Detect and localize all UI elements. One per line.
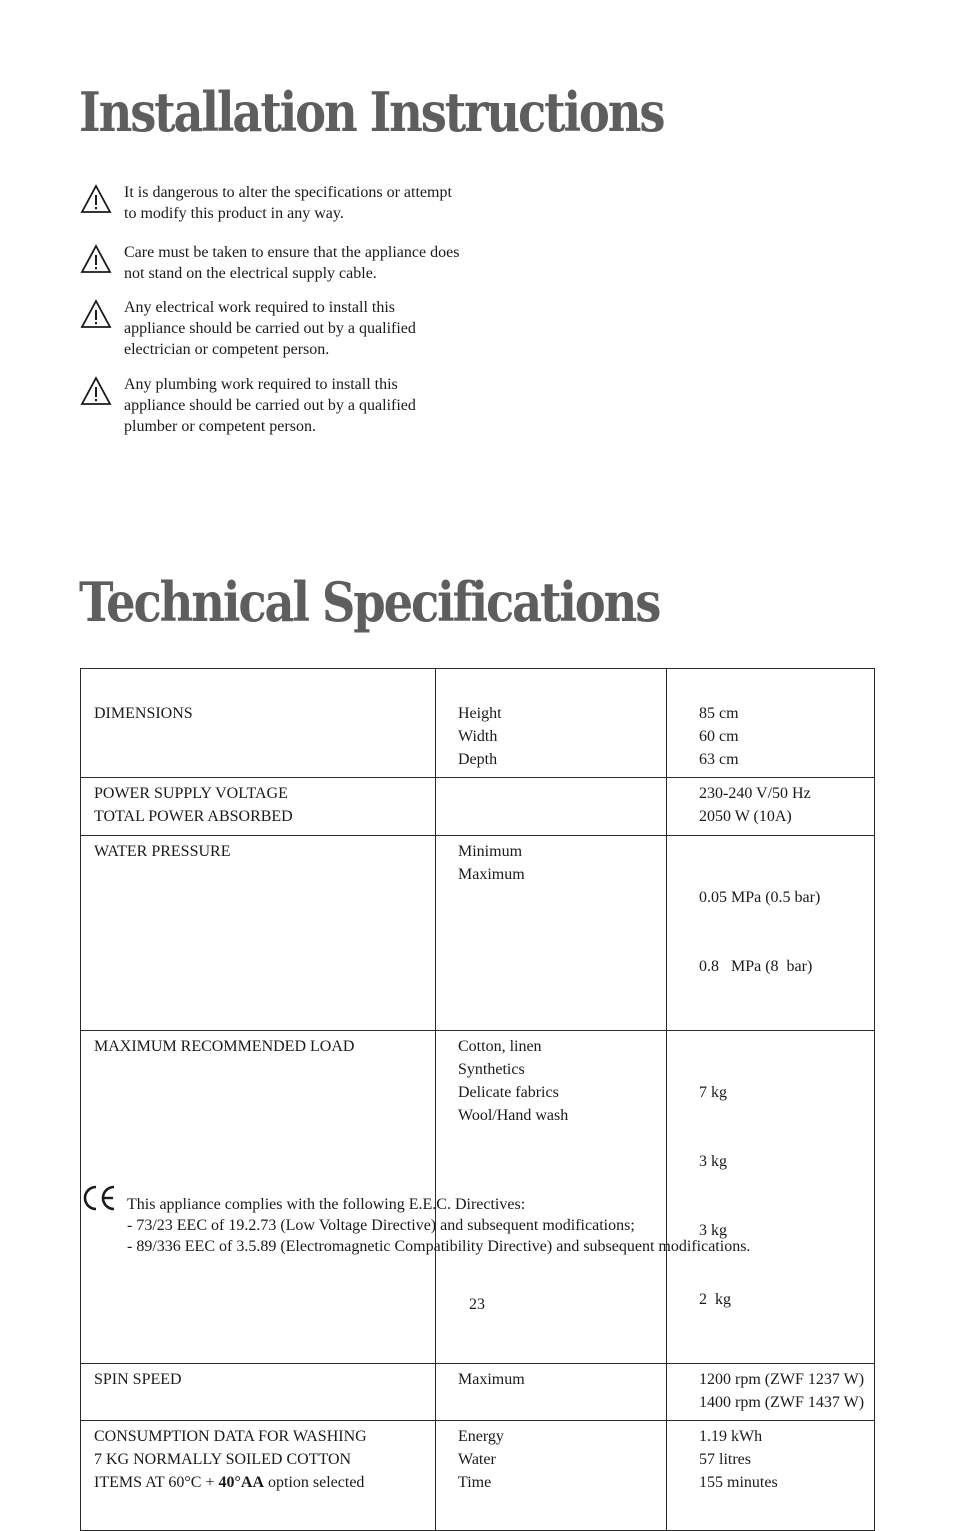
spec-value: 155 minutes bbox=[699, 1474, 778, 1491]
spec-param: Minimum bbox=[458, 843, 523, 860]
warning-triangle-icon bbox=[80, 376, 112, 406]
spec-param: Height bbox=[458, 705, 502, 722]
table-row bbox=[81, 669, 875, 778]
ce-mark-icon bbox=[81, 1183, 117, 1213]
spec-param: Width bbox=[458, 728, 498, 745]
warning-item bbox=[80, 297, 460, 360]
spec-label: SPIN SPEED bbox=[94, 1371, 182, 1388]
warning-triangle-icon bbox=[80, 184, 112, 214]
warning-text: It is dangerous to alter the specifications or attempt to modify this product in any way. bbox=[124, 184, 452, 222]
spec-label: WATER PRESSURE bbox=[94, 843, 231, 860]
table-row bbox=[81, 836, 875, 1031]
spec-param-cell bbox=[436, 669, 667, 778]
spec-label-cell bbox=[81, 1421, 436, 1531]
spec-label-prefix: ITEMS AT 60°C + bbox=[94, 1474, 219, 1491]
warning-text: Any plumbing work required to install this appliance should be carried out by a qualified plumber or competent person. bbox=[124, 376, 416, 435]
spec-value-cell bbox=[667, 1421, 875, 1531]
spec-label: MAXIMUM RECOMMENDED LOAD bbox=[94, 1038, 355, 1055]
spec-label-cell bbox=[81, 778, 436, 836]
spec-param: Energy bbox=[458, 1428, 504, 1445]
spec-value: 230-240 V/50 Hz bbox=[699, 785, 811, 802]
spec-label-cell bbox=[81, 1364, 436, 1421]
spec-param-cell bbox=[436, 836, 667, 1031]
warning-text: Any electrical work required to install this appliance should be carried out by a qualified electrician or competent person. bbox=[124, 299, 416, 358]
spec-label: 7 KG NORMALLY SOILED COTTON bbox=[94, 1451, 352, 1468]
spec-label: DIMENSIONS bbox=[94, 705, 193, 722]
spec-value: 2 kg bbox=[699, 1291, 731, 1308]
spec-label: CONSUMPTION DATA FOR WASHING bbox=[94, 1428, 367, 1445]
specifications-title: Technical Specifications bbox=[79, 570, 660, 634]
spec-value: 2050 W (10A) bbox=[699, 808, 792, 825]
warning-item bbox=[80, 242, 460, 284]
table-row bbox=[81, 1364, 875, 1421]
specifications-table bbox=[80, 668, 875, 1531]
spec-label-cell bbox=[81, 669, 436, 778]
installation-title: Installation Instructions bbox=[79, 80, 664, 144]
warning-triangle-icon bbox=[80, 299, 112, 329]
spec-param: Maximum bbox=[458, 866, 525, 883]
spec-param-cell bbox=[436, 1364, 667, 1421]
spec-value: 7 kg bbox=[699, 1084, 727, 1101]
spec-param: Delicate fabrics bbox=[458, 1084, 559, 1101]
compliance-line: This appliance complies with the following E.E.C. Directives: bbox=[127, 1196, 526, 1213]
spec-value: 63 cm bbox=[699, 751, 739, 768]
spec-param: Synthetics bbox=[458, 1061, 525, 1078]
spec-label-suffix: option selected bbox=[264, 1474, 365, 1491]
spec-param: Maximum bbox=[458, 1371, 525, 1388]
spec-value-cell bbox=[667, 836, 875, 1031]
spec-param: Cotton, linen bbox=[458, 1038, 542, 1055]
compliance-line: - 73/23 EEC of 19.2.73 (Low Voltage Directive) and subsequent modifications; bbox=[127, 1217, 635, 1234]
spec-value: 57 litres bbox=[699, 1451, 751, 1468]
spec-value: 0.05 MPa (0.5 bar) bbox=[699, 889, 821, 906]
spec-param-cell bbox=[436, 778, 667, 836]
spec-value-cell bbox=[667, 669, 875, 778]
compliance-note bbox=[81, 1183, 750, 1257]
spec-param: Time bbox=[458, 1474, 492, 1491]
spec-param: Wool/Hand wash bbox=[458, 1107, 569, 1124]
spec-value: 85 cm bbox=[699, 705, 739, 722]
spec-param-cell bbox=[436, 1421, 667, 1531]
spec-label-bold: 40°AA bbox=[218, 1474, 264, 1491]
table-row bbox=[81, 778, 875, 836]
spec-value: 1.19 kWh bbox=[699, 1428, 763, 1445]
spec-value: 1200 rpm (ZWF 1237 W) bbox=[699, 1371, 865, 1388]
spec-label: TOTAL POWER ABSORBED bbox=[94, 808, 293, 825]
spec-value-cell bbox=[667, 1364, 875, 1421]
spec-label: POWER SUPPLY VOLTAGE bbox=[94, 785, 288, 802]
warning-triangle-icon bbox=[80, 244, 112, 274]
spec-param: Water bbox=[458, 1451, 496, 1468]
spec-value: 3 kg bbox=[699, 1153, 727, 1170]
spec-value: 3 kg bbox=[699, 1222, 727, 1239]
spec-value: 1400 rpm (ZWF 1437 W) bbox=[699, 1394, 865, 1411]
table-row bbox=[81, 1421, 875, 1531]
warning-item bbox=[80, 374, 460, 437]
page-number: 23 bbox=[469, 1296, 485, 1313]
spec-param: Depth bbox=[458, 751, 498, 768]
spec-value: 60 cm bbox=[699, 728, 739, 745]
compliance-line: - 89/336 EEC of 3.5.89 (Electromagnetic Compatibility Directive) and subsequent modifications. bbox=[127, 1238, 751, 1255]
spec-value: 0.8 MPa (8 bar) bbox=[699, 958, 813, 975]
spec-value-cell bbox=[667, 778, 875, 836]
warning-text: Care must be taken to ensure that the appliance does not stand on the electrical supply cable. bbox=[124, 244, 460, 282]
warning-item bbox=[80, 182, 460, 224]
spec-label-cell bbox=[81, 836, 436, 1031]
spec-label bbox=[94, 1471, 435, 1494]
